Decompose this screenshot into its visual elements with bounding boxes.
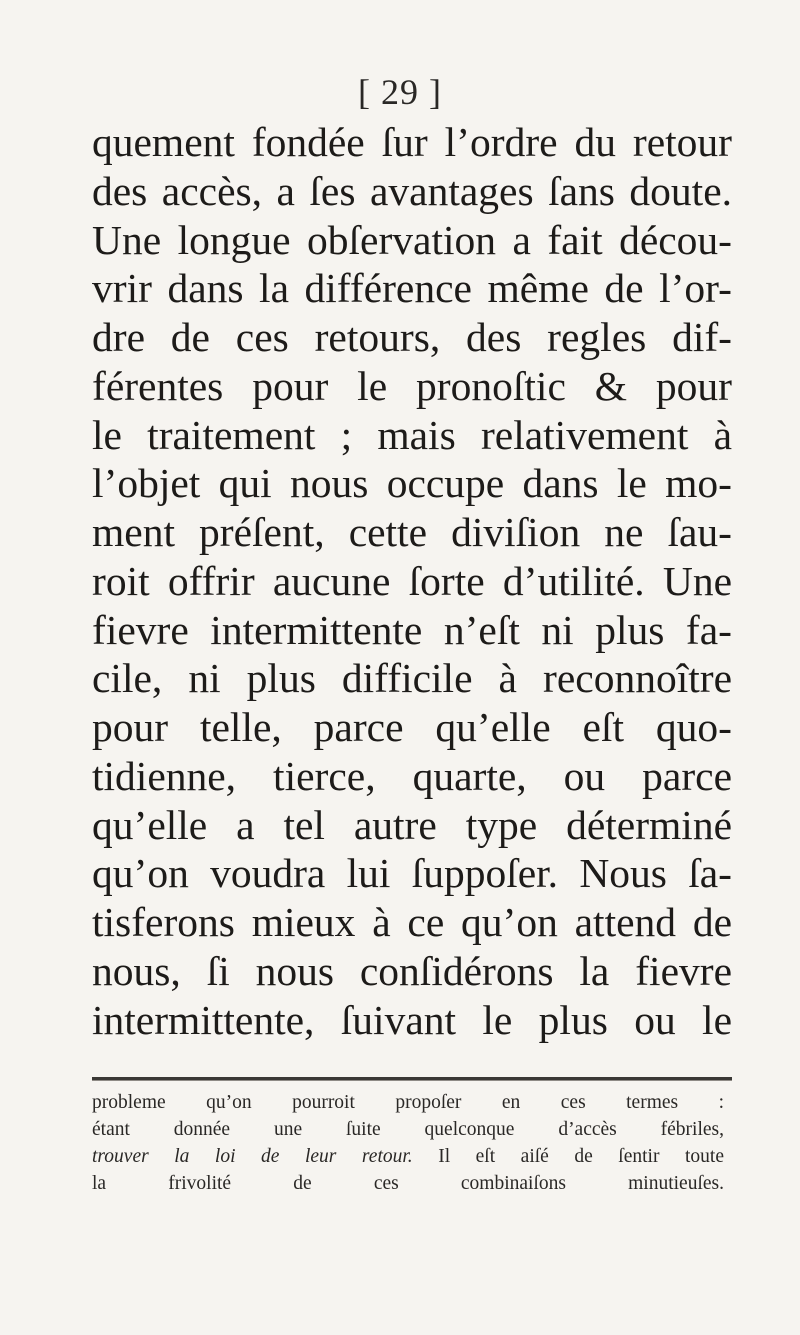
footnote-line: étant donnée une ſuite quelconque d’accès fébriles, [92, 1119, 724, 1140]
footnote-line [92, 1143, 724, 1170]
text-line: l’objet qui nous occupe dans le mo- [92, 460, 732, 507]
footnote-roman-phrase: Il eſt aiſé de ſentir toute [412, 1146, 724, 1167]
page-number: [ 29 ] [358, 72, 442, 112]
text-line: quement fondée ſur l’ordre du retour [92, 119, 732, 165]
text-line: qu’elle a tel autre type déterminé [92, 801, 732, 848]
text-line: cile, ni plus difficile à reconnoître [92, 655, 732, 702]
text-line: roit offrir aucune ſorte d’utilité. Une [92, 557, 732, 604]
text-line: qu’on voudra lui ſuppoſer. Nous ſa- [92, 850, 732, 897]
text-line: intermittente, ſuivant le plus ou le [92, 996, 732, 1043]
body-text [92, 118, 732, 1044]
text-line: nous, ſi nous conſidérons la fievre [92, 947, 732, 994]
text-line: tidienne, tierce, quarte, ou parce [92, 752, 732, 799]
text-line: fievre intermittente n’eſt ni plus fa- [92, 606, 732, 653]
text-line: Une longue obſervation a fait décou- [92, 216, 732, 263]
text-line: vrir dans la différence même de l’or- [92, 265, 732, 312]
footnote-line: probleme qu’on pourroit propoſer en ces termes : [92, 1092, 724, 1113]
text-line: dre de ces retours, des regles dif- [92, 314, 732, 360]
text-line: des accès, a ſes avantages ſans doute. [92, 167, 732, 214]
text-line: ment préſent, cette diviſion ne ſau- [92, 509, 732, 555]
text-line: férentes pour le pronoſtic & pour [92, 362, 732, 409]
footnote-italic-phrase: trouver la loi de leur retour. [92, 1146, 413, 1167]
footnote-divider [92, 1077, 732, 1081]
footnote-line: la frivolité de ces combinaiſons minutieuſes. [92, 1173, 724, 1194]
text-line: le traitement ; mais relativement à [92, 411, 732, 458]
text-line: tisferons mieux à ce qu’on attend de [92, 899, 732, 945]
text-line: pour telle, parce qu’elle eſt quo- [92, 704, 732, 750]
footnote [92, 1089, 724, 1197]
